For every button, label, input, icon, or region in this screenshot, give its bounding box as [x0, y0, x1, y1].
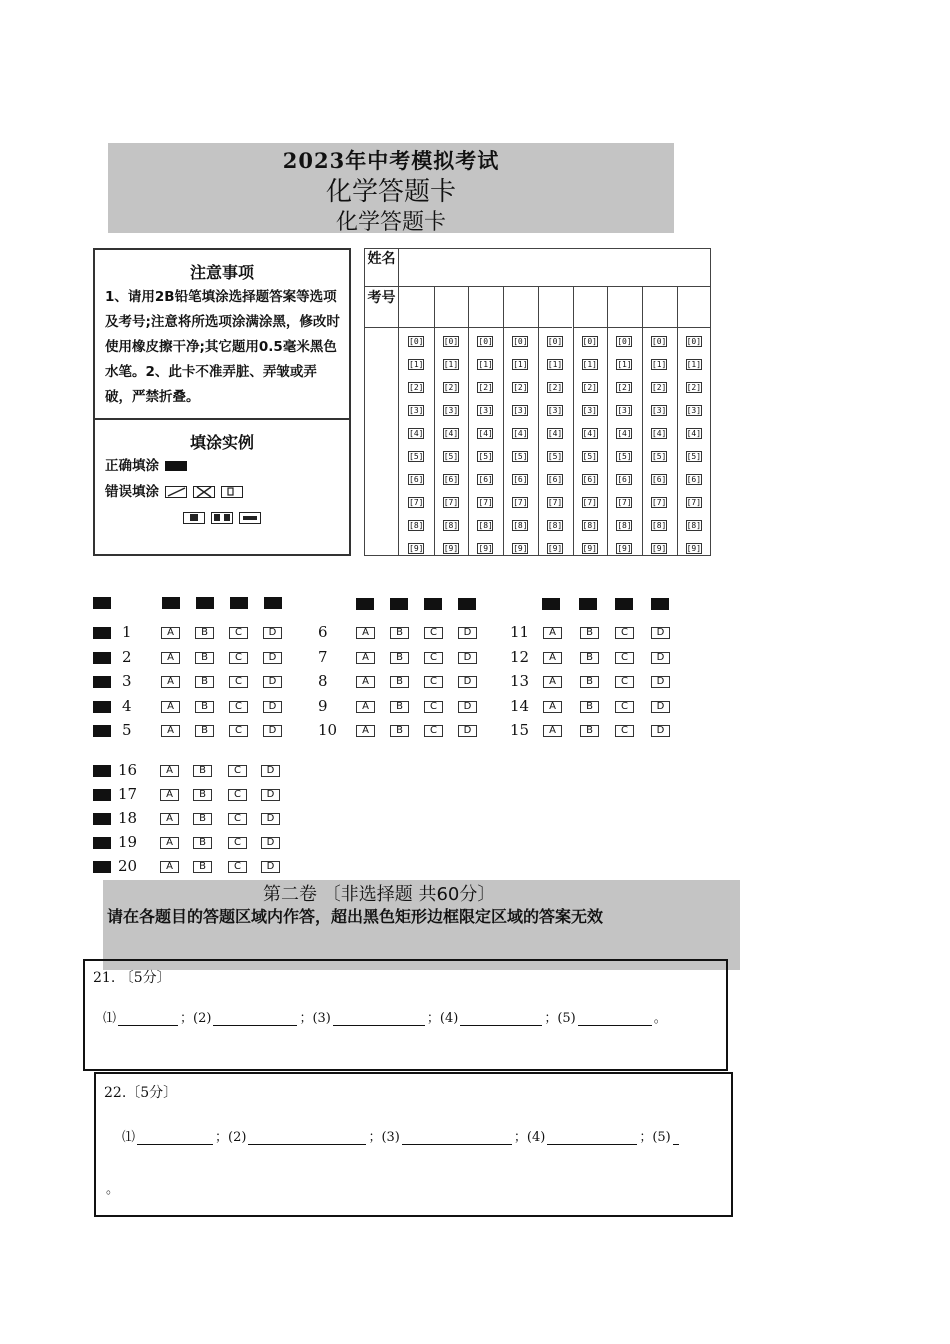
notes-body: 1、请用2B铅笔填涂选择题答案等选项及考号;注意将所选项涂满涂黑，修改时使用橡皮擦干净;其它题用0.5毫米黑色水笔。2、此卡不准弄脏、弄皱或弄破，严禁折叠。	[105, 289, 340, 405]
id-digit-bubble[interactable]: [0]	[513, 337, 528, 346]
notes-title: 注意事项	[189, 263, 254, 282]
id-digit-bubble[interactable]: [2]	[443, 383, 459, 392]
id-digit-bubble[interactable]: [8]	[686, 521, 702, 530]
q22-end: 。	[106, 1182, 120, 1197]
question-number: 11	[510, 623, 530, 641]
option-bubble[interactable]: C	[615, 725, 634, 737]
q21-blank-1[interactable]	[118, 1011, 178, 1026]
id-digit-write-cell[interactable]	[468, 287, 503, 328]
question-number: 5	[122, 721, 132, 739]
option-bubble[interactable]: D	[261, 765, 280, 777]
timing-mark	[93, 597, 111, 609]
id-digit-bubble[interactable]: [1]	[409, 360, 424, 369]
q21-sep-3: ；	[426, 1011, 440, 1026]
option-bubble[interactable]: C	[228, 861, 247, 873]
option-bubble[interactable]: D	[651, 701, 670, 713]
option-bubble[interactable]: C	[229, 725, 248, 737]
id-digit-bubble[interactable]: [7]	[617, 498, 632, 507]
id-digit-bubble[interactable]: [1]	[582, 360, 597, 369]
option-bubble[interactable]: B	[390, 701, 409, 713]
q21-label-2: (2)	[193, 1011, 212, 1026]
id-digit-bubble[interactable]: [7]	[478, 498, 493, 507]
id-digit-bubble[interactable]: [9]	[443, 544, 459, 553]
question-number: 8	[318, 672, 328, 690]
option-bubble[interactable]: A	[543, 725, 562, 737]
q21-sep-2: ；	[299, 1011, 313, 1026]
id-digit-write-cell[interactable]	[607, 287, 642, 328]
q21-blank-4[interactable]	[460, 1011, 542, 1026]
correct-label: 正确填涂	[105, 458, 159, 474]
id-digit-bubble[interactable]: [7]	[686, 498, 702, 507]
id-digit-bubble[interactable]: [0]	[443, 337, 459, 346]
option-bubble[interactable]: A	[161, 725, 180, 737]
question-number: 9	[318, 696, 328, 715]
id-digit-bubble[interactable]: [8]	[478, 521, 493, 530]
example-title: 填涂实例	[189, 433, 254, 452]
question-number: 4	[122, 696, 132, 715]
notes-box	[93, 248, 351, 556]
q21-blank-3[interactable]	[333, 1011, 425, 1026]
option-bubble[interactable]: C	[424, 627, 443, 639]
id-digit-bubble[interactable]: [0]	[617, 337, 632, 346]
question-number: 7	[318, 647, 328, 666]
id-digit-bubble[interactable]: [5]	[547, 452, 563, 461]
id-digit-bubble[interactable]: [4]	[617, 429, 632, 438]
option-bubble[interactable]: C	[228, 789, 247, 801]
q22-sep-3: ；	[513, 1130, 527, 1145]
q21-sep-4: ；	[544, 1011, 558, 1026]
option-bubble[interactable]: A	[161, 652, 180, 664]
option-bubble[interactable]: B	[193, 861, 212, 873]
question-number: 14	[510, 696, 530, 715]
part2-instruction: 请在各题目的答题区域内作答，超出黑色矩形边框限定区域的答案无效	[107, 907, 604, 926]
id-digit-write-cell[interactable]	[642, 287, 677, 328]
wrong-label: 错误填涂	[105, 484, 159, 500]
q22-blank-4[interactable]	[547, 1130, 637, 1145]
q22-answer-box[interactable]	[94, 1072, 733, 1217]
option-bubble[interactable]: D	[458, 676, 477, 688]
id-digit-bubble[interactable]: [8]	[651, 521, 667, 530]
timing-mark	[579, 598, 597, 610]
id-digit-write-cell[interactable]	[399, 287, 434, 328]
q22-end-line	[106, 1178, 119, 1197]
id-digit-bubble[interactable]: [1]	[686, 360, 702, 369]
option-bubble[interactable]: C	[229, 676, 248, 688]
id-digit-bubble[interactable]: [4]	[651, 429, 667, 438]
option-bubble[interactable]: A	[160, 861, 179, 873]
id-digit-bubble[interactable]: [3]	[478, 406, 493, 415]
q22-blank-3[interactable]	[402, 1130, 512, 1145]
option-bubble[interactable]: A	[356, 725, 375, 737]
timing-mark	[230, 597, 248, 609]
option-bubble[interactable]: B	[580, 627, 599, 639]
q22-sep-1: ；	[215, 1130, 229, 1145]
option-bubble[interactable]: A	[161, 676, 180, 688]
id-digit-bubble[interactable]: [6]	[582, 475, 597, 484]
id-digit-bubble[interactable]: [4]	[478, 429, 493, 438]
timing-mark	[93, 627, 111, 639]
option-bubble[interactable]: C	[424, 701, 443, 713]
id-digit-bubble[interactable]: [6]	[409, 475, 424, 484]
option-bubble[interactable]: C	[228, 765, 247, 777]
option-bubble[interactable]: C	[228, 813, 247, 825]
id-digit-bubble[interactable]: [5]	[443, 452, 459, 461]
q22-label-2: (2)	[228, 1130, 247, 1145]
dot-mark-icon	[183, 512, 205, 524]
timing-mark	[264, 597, 282, 609]
correct-example-row	[95, 453, 349, 479]
id-digit-bubble[interactable]: [9]	[478, 544, 493, 553]
id-digit-bubble[interactable]: [1]	[478, 360, 493, 369]
option-bubble[interactable]: D	[263, 701, 282, 713]
question-number: 16	[118, 761, 138, 779]
id-digit-bubble[interactable]: [5]	[409, 452, 424, 461]
candidate-id-grid	[364, 248, 711, 556]
q22-label-5: (5)	[652, 1130, 671, 1145]
q21-end: 。	[653, 1011, 667, 1026]
question-number: 12	[510, 647, 530, 666]
id-digit-bubble[interactable]: [7]	[651, 498, 667, 507]
option-bubble[interactable]: C	[615, 676, 634, 688]
q22-blank-1[interactable]	[137, 1130, 213, 1145]
q22-blanks	[122, 1126, 681, 1145]
option-bubble[interactable]: A	[356, 627, 375, 639]
question-number: 1	[122, 623, 132, 641]
option-bubble[interactable]: D	[261, 861, 280, 873]
option-bubble[interactable]: A	[356, 701, 375, 713]
number-label: 考号	[365, 287, 399, 328]
name-field[interactable]	[399, 249, 710, 287]
option-bubble[interactable]: D	[261, 813, 280, 825]
option-bubble[interactable]: A	[161, 701, 180, 713]
name-label: 姓名	[365, 249, 399, 287]
id-digit-bubble[interactable]: [4]	[582, 429, 597, 438]
id-digit-bubble[interactable]: [9]	[617, 544, 632, 553]
option-bubble[interactable]: A	[356, 676, 375, 688]
option-bubble[interactable]: B	[193, 813, 212, 825]
id-digit-bubble[interactable]: [8]	[443, 521, 459, 530]
id-digit-bubble[interactable]: [5]	[478, 452, 493, 461]
q22-blank-5[interactable]	[673, 1130, 679, 1145]
id-digit-write-cell[interactable]	[677, 287, 712, 328]
question-number: 6	[318, 623, 328, 641]
id-digit-write-cell[interactable]	[503, 287, 538, 328]
option-bubble[interactable]: A	[160, 837, 179, 849]
option-bubble[interactable]: A	[543, 701, 562, 713]
wrong-example-row	[95, 479, 349, 505]
id-digit-bubble[interactable]: [1]	[443, 360, 459, 369]
q21-label-1: ⑴	[103, 1011, 117, 1026]
option-bubble[interactable]: B	[390, 652, 409, 664]
id-digit-bubble[interactable]: [2]	[651, 383, 667, 392]
id-digit-bubble[interactable]: [3]	[547, 406, 563, 415]
timing-mark	[93, 861, 111, 873]
option-bubble[interactable]: B	[193, 765, 212, 777]
q21-blank-2[interactable]	[213, 1011, 297, 1026]
card-title-duplicate: 化学答题卡	[335, 210, 446, 233]
q22-blank-2[interactable]	[248, 1130, 366, 1145]
cross-mark-icon	[193, 486, 215, 498]
timing-mark	[93, 676, 111, 688]
id-digit-bubble[interactable]: [6]	[547, 475, 563, 484]
option-bubble[interactable]: D	[261, 837, 280, 849]
option-bubble[interactable]: D	[651, 627, 670, 639]
id-digit-bubble[interactable]: [0]	[651, 337, 667, 346]
id-digit-write-cell[interactable]	[538, 287, 573, 328]
q21-sep-1: ；	[180, 1011, 194, 1026]
question-number: 2	[122, 647, 132, 666]
option-bubble[interactable]: D	[651, 725, 670, 737]
option-bubble[interactable]: C	[615, 627, 634, 639]
q21-answer-box[interactable]	[83, 959, 728, 1071]
id-digit-bubble[interactable]: [2]	[686, 383, 702, 392]
option-bubble[interactable]: D	[458, 701, 477, 713]
id-digit-bubble[interactable]: [2]	[409, 383, 424, 392]
option-bubble[interactable]: D	[263, 627, 282, 639]
id-digit-bubble[interactable]: [2]	[582, 383, 597, 392]
id-digit-bubble[interactable]: [0]	[409, 337, 424, 346]
id-digit-bubble[interactable]: [0]	[686, 337, 702, 346]
id-digit-bubble[interactable]: [9]	[582, 544, 597, 553]
id-digit-bubble[interactable]: [0]	[547, 337, 563, 346]
part2-banner	[103, 880, 740, 970]
id-digit-bubble[interactable]: [4]	[409, 429, 424, 438]
slash-mark-icon	[165, 486, 187, 498]
wrong-example-row-2	[95, 505, 349, 531]
q21-blank-5[interactable]	[578, 1011, 652, 1026]
timing-mark	[424, 598, 442, 610]
card-title: 化学答题卡	[325, 177, 456, 207]
id-digit-bubble[interactable]: [3]	[582, 406, 597, 415]
option-bubble[interactable]: B	[195, 725, 214, 737]
q22-sep-2: ；	[368, 1130, 382, 1145]
header-banner	[108, 143, 674, 233]
q21-label-4: (4)	[439, 1011, 459, 1026]
q22-label-3: (3)	[381, 1130, 400, 1145]
option-bubble[interactable]: B	[580, 676, 599, 688]
id-digit-write-cell[interactable]	[573, 287, 608, 328]
q22-sep-4: ；	[639, 1130, 653, 1145]
timing-mark	[93, 765, 111, 777]
id-digit-bubble[interactable]: [6]	[513, 475, 528, 484]
id-digit-bubble[interactable]: [7]	[582, 498, 597, 507]
q21-title: 21. 〔5分〕	[93, 970, 171, 986]
id-digit-bubble[interactable]: [3]	[686, 406, 702, 415]
id-digit-bubble[interactable]: [6]	[617, 475, 632, 484]
option-bubble[interactable]: D	[651, 652, 670, 664]
question-number: 13	[510, 672, 530, 690]
id-digit-bubble[interactable]: [5]	[617, 452, 632, 461]
id-digit-bubble[interactable]: [2]	[617, 383, 632, 392]
option-bubble[interactable]: B	[193, 789, 212, 801]
q21-label-5: (5)	[557, 1011, 576, 1026]
option-bubble[interactable]: D	[263, 652, 282, 664]
id-digit-bubble[interactable]: [1]	[513, 360, 528, 369]
timing-mark	[93, 837, 111, 849]
option-bubble[interactable]: B	[580, 701, 599, 713]
option-bubble[interactable]: D	[263, 676, 282, 688]
timing-mark	[93, 725, 111, 737]
id-digit-bubble[interactable]: [5]	[686, 452, 702, 461]
question-number: 20	[118, 857, 138, 875]
question-number: 15	[510, 721, 530, 739]
id-digit-bubble[interactable]: [4]	[686, 429, 702, 438]
id-digit-bubble[interactable]: [4]	[513, 429, 528, 438]
id-digit-bubble[interactable]: [7]	[547, 498, 563, 507]
q22-title: 22.〔5分〕	[104, 1085, 178, 1101]
option-bubble[interactable]: B	[195, 676, 214, 688]
option-bubble[interactable]: D	[458, 725, 477, 737]
half-mark-icon	[211, 512, 233, 524]
option-bubble[interactable]: D	[261, 789, 280, 801]
option-bubble[interactable]: A	[160, 765, 179, 777]
id-digit-bubble[interactable]: [3]	[409, 406, 424, 415]
question-number: 18	[118, 809, 138, 827]
option-bubble[interactable]: B	[195, 701, 214, 713]
id-digit-bubble[interactable]: [0]	[582, 337, 597, 346]
id-digit-bubble[interactable]: [9]	[513, 544, 528, 553]
option-bubble[interactable]: A	[543, 676, 562, 688]
q21-label-3: (3)	[312, 1011, 331, 1026]
option-bubble[interactable]: C	[229, 701, 248, 713]
timing-mark	[162, 597, 180, 609]
id-digit-bubble[interactable]: [6]	[443, 475, 459, 484]
id-digit-bubble[interactable]: [3]	[651, 406, 667, 415]
id-digit-bubble[interactable]: [5]	[582, 452, 597, 461]
timing-mark	[542, 598, 560, 610]
timing-mark	[93, 813, 111, 825]
timing-mark	[390, 598, 408, 610]
question-number: 17	[118, 785, 138, 803]
line-mark-icon	[239, 512, 261, 524]
q22-label-1: ⑴	[122, 1130, 136, 1145]
option-bubble[interactable]: A	[543, 627, 562, 639]
id-digit-bubble[interactable]: [8]	[582, 521, 597, 530]
option-bubble[interactable]: A	[543, 652, 562, 664]
id-digit-bubble[interactable]: [5]	[651, 452, 667, 461]
option-bubble[interactable]: A	[356, 652, 375, 664]
id-digit-bubble[interactable]: [9]	[686, 544, 702, 553]
id-digit-bubble[interactable]: [5]	[513, 452, 528, 461]
option-bubble[interactable]: B	[580, 725, 599, 737]
timing-mark	[458, 598, 476, 610]
id-digit-bubble[interactable]: [9]	[547, 544, 563, 553]
option-bubble[interactable]: C	[424, 725, 443, 737]
partial-mark-icon	[221, 486, 243, 498]
timing-mark	[651, 598, 669, 610]
option-bubble[interactable]: D	[263, 725, 282, 737]
id-digit-bubble[interactable]: [9]	[409, 544, 424, 553]
option-bubble[interactable]: D	[651, 676, 670, 688]
exam-title: 2023年中考模拟考试	[282, 148, 500, 173]
id-digit-bubble[interactable]: [8]	[617, 521, 632, 530]
part2-title: 第二卷 〔非选择题 共60分〕	[263, 884, 496, 905]
id-digit-bubble[interactable]: [1]	[617, 360, 632, 369]
timing-mark	[93, 789, 111, 801]
option-bubble[interactable]: C	[615, 652, 634, 664]
option-bubble[interactable]: B	[390, 725, 409, 737]
id-digit-bubble[interactable]: [8]	[513, 521, 528, 530]
id-digit-bubble[interactable]: [3]	[443, 406, 459, 415]
option-bubble[interactable]: B	[193, 837, 212, 849]
id-digit-bubble[interactable]: [7]	[513, 498, 528, 507]
id-digit-bubble[interactable]: [2]	[478, 383, 493, 392]
option-bubble[interactable]: C	[228, 837, 247, 849]
id-digit-bubble[interactable]: [2]	[547, 383, 563, 392]
id-digit-bubble[interactable]: [0]	[478, 337, 493, 346]
id-digit-bubble[interactable]: [4]	[547, 429, 563, 438]
id-digit-bubble[interactable]: [3]	[513, 406, 528, 415]
option-bubble[interactable]: C	[615, 701, 634, 713]
question-number: 10	[318, 721, 338, 739]
id-digit-bubble[interactable]: [7]	[409, 498, 424, 507]
option-bubble[interactable]: A	[160, 789, 179, 801]
id-digit-bubble[interactable]: [9]	[651, 544, 667, 553]
id-digit-bubble[interactable]: [8]	[547, 521, 563, 530]
option-bubble[interactable]: B	[390, 676, 409, 688]
option-bubble[interactable]: C	[424, 676, 443, 688]
q21-blanks	[103, 1007, 667, 1026]
id-digit-bubble[interactable]: [4]	[443, 429, 459, 438]
question-number: 3	[122, 672, 132, 690]
id-digit-write-cell[interactable]	[434, 287, 469, 328]
option-bubble[interactable]: B	[580, 652, 599, 664]
timing-mark	[93, 652, 111, 664]
id-digit-bubble[interactable]: [1]	[547, 360, 563, 369]
timing-mark	[615, 598, 633, 610]
id-digit-bubble[interactable]: [1]	[651, 360, 667, 369]
option-bubble[interactable]: A	[161, 627, 180, 639]
q22-label-4: (4)	[526, 1130, 546, 1145]
question-number: 19	[118, 833, 138, 851]
id-digit-bubble[interactable]: [6]	[686, 475, 702, 484]
id-digit-bubble[interactable]: [6]	[478, 475, 493, 484]
option-bubble[interactable]: B	[195, 627, 214, 639]
id-digit-bubble[interactable]: [2]	[513, 383, 528, 392]
option-bubble[interactable]: C	[229, 627, 248, 639]
timing-mark	[93, 701, 111, 713]
option-bubble[interactable]: B	[195, 652, 214, 664]
option-bubble[interactable]: C	[229, 652, 248, 664]
id-digit-bubble[interactable]: [7]	[443, 498, 459, 507]
option-bubble[interactable]: D	[458, 627, 477, 639]
id-digit-bubble[interactable]: [6]	[651, 475, 667, 484]
option-bubble[interactable]: A	[160, 813, 179, 825]
id-digit-bubble[interactable]: [3]	[617, 406, 632, 415]
timing-mark	[356, 598, 374, 610]
option-bubble[interactable]: D	[458, 652, 477, 664]
filled-mark-icon	[165, 461, 187, 471]
option-bubble[interactable]: C	[424, 652, 443, 664]
id-digit-bubble[interactable]: [8]	[409, 521, 424, 530]
timing-mark	[196, 597, 214, 609]
option-bubble[interactable]: B	[390, 627, 409, 639]
